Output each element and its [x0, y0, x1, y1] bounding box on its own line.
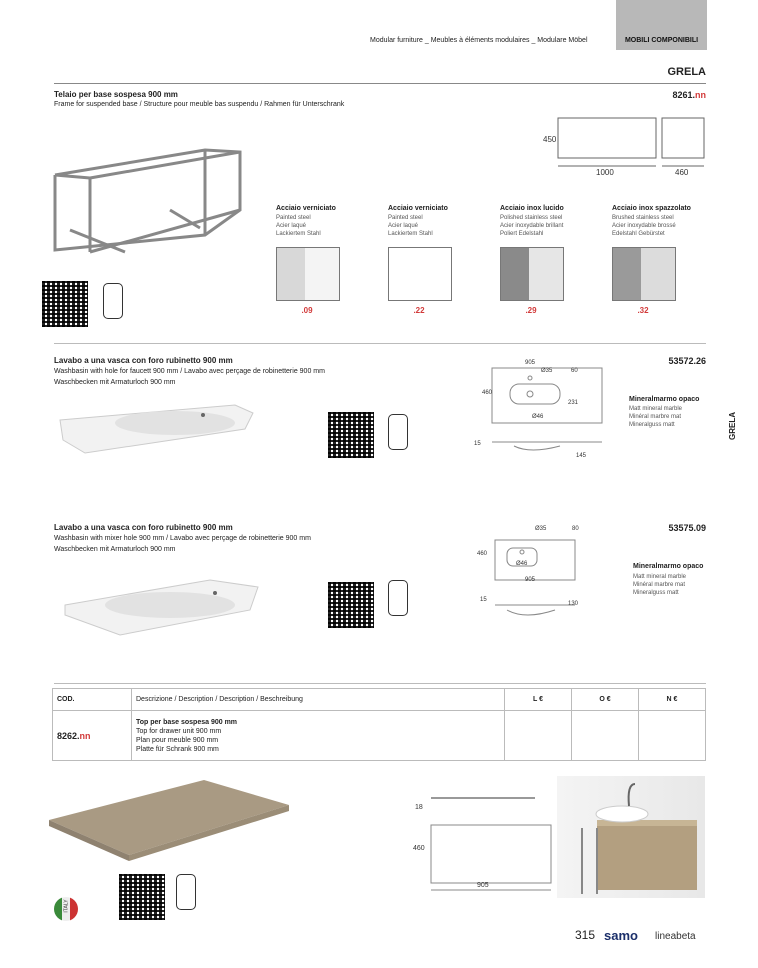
basin2-dim-t: 15 — [480, 597, 487, 603]
section-tab-label: MOBILI COMPONIBILI — [624, 37, 699, 44]
collection-title: GRELA — [667, 66, 706, 78]
qr-code[interactable] — [42, 281, 88, 327]
row-code — [53, 711, 132, 761]
price-n — [639, 711, 706, 761]
basin1-dimension-drawing — [470, 358, 610, 458]
basin2-material: Mineralmarmo opaco — [633, 563, 704, 570]
basin2-m2: Minéral marbre mat — [633, 582, 686, 588]
basin2-title: Lavabo a una vasca con foro rubinetto 900 mm — [54, 523, 233, 532]
finish-l3: Poliert Edelstahl — [500, 231, 544, 237]
section-tab[interactable] — [616, 0, 707, 50]
row-l1: Top for drawer unit 900 mm — [136, 727, 222, 735]
basin1-m1: Matt mineral marble — [629, 406, 683, 412]
finish-swatch[interactable] — [276, 247, 340, 301]
basin1-line1: Washbasin with hole for faucett 900 mm / Lavabo avec perçage de robinetterie 900 mm — [54, 368, 325, 375]
basin2-line2: Waschbecken mit Armaturloch 900 mm — [54, 546, 176, 553]
basin1-title: Lavabo a una vasca con foro rubinetto 900 mm — [54, 356, 233, 365]
finish-l1: Polished stainless steel — [500, 215, 563, 221]
finish-price: .32 — [637, 306, 649, 315]
top-dimension-drawing — [425, 795, 555, 895]
row-title: Top per base sospesa 900 mm — [136, 718, 238, 726]
qr-code[interactable] — [328, 582, 374, 628]
divider — [54, 83, 706, 84]
frame-subtitle: Frame for suspended base / Structure pour meuble bas suspendu / Rahmen für Unterschrank — [54, 101, 345, 108]
basin2-m3: Mineralguss matt — [633, 590, 679, 596]
finish-l3: Edelstahl Gebürstet — [612, 231, 665, 237]
top-dim-t: 18 — [415, 804, 423, 811]
finish-l1: Painted steel — [276, 215, 311, 221]
finish-l2: Acier laqué — [388, 223, 419, 229]
breadcrumb: Modular furniture _ Meubles à éléments modulaires _ Modulare Möbel — [370, 37, 588, 44]
room-photo — [557, 776, 705, 898]
phone-icon — [388, 414, 408, 450]
finish-swatch[interactable] — [500, 247, 564, 301]
finish-l2: Acier laqué — [276, 223, 307, 229]
finish-swatch[interactable] — [612, 247, 676, 301]
basin1-material: Mineralmarmo opaco — [629, 396, 700, 403]
finish-l3: Lackiertem Stahl — [276, 231, 321, 237]
finish-l1: Painted steel — [388, 215, 423, 221]
finish-price: .09 — [301, 306, 313, 315]
brand-logo: samo — [604, 928, 638, 943]
phone-icon — [176, 874, 196, 910]
phone-icon — [388, 580, 408, 616]
col-desc: Descrizione / Description / Description / Beschreibung — [132, 689, 505, 711]
col-o: O € — [572, 689, 639, 711]
col-n: N € — [639, 689, 706, 711]
finish-swatch[interactable] — [388, 247, 452, 301]
frame-code — [672, 90, 706, 100]
basin1-line2: Waschbecken mit Armaturloch 900 mm — [54, 379, 176, 386]
finish-l2: Acier inoxydable brillant — [500, 223, 564, 229]
finish-l2: Acier inoxydable brossé — [612, 223, 676, 229]
frame-dim-h: 450 — [543, 135, 557, 144]
divider — [54, 683, 706, 684]
basin2-illustration — [60, 575, 260, 637]
basin1-code: 53572.26 — [668, 356, 706, 366]
finish-name: Acciaio inox lucido — [500, 205, 564, 212]
basin1-dim-hole: Ø35 — [541, 368, 553, 374]
basin2-dim-off: 80 — [572, 526, 579, 532]
basin1-dim-depth: 231 — [568, 400, 579, 406]
qr-code[interactable] — [328, 412, 374, 458]
basin1-dim-w: 905 — [525, 360, 536, 366]
brand-line: lineabeta — [655, 931, 696, 942]
price-table — [52, 688, 706, 761]
basin2-m1: Matt mineral marble — [633, 574, 687, 580]
basin2-dim-w: 905 — [525, 577, 536, 583]
basin2-dimension-drawing — [485, 530, 595, 625]
price-o — [572, 711, 639, 761]
basin2-dim-hole: Ø35 — [535, 526, 547, 532]
col-l: L € — [505, 689, 572, 711]
qr-code[interactable] — [119, 874, 165, 920]
phone-icon — [103, 283, 123, 319]
table-row — [53, 711, 706, 761]
divider — [54, 343, 706, 344]
basin1-m3: Mineralguss matt — [629, 422, 675, 428]
frame-code-suffix: nn — [695, 90, 706, 100]
basin2-dim-h: 130 — [568, 601, 579, 607]
frame-code-prefix: 8261. — [672, 90, 695, 100]
top-dim-w: 905 — [477, 882, 489, 889]
basin2-code: 53575.09 — [668, 523, 706, 533]
basin2-dim-d: 460 — [477, 551, 488, 557]
finish-name: Acciaio verniciato — [388, 205, 448, 212]
frame-title: Telaio per base sospesa 900 mm — [54, 90, 178, 99]
col-cod: COD. — [53, 689, 132, 711]
frame-dim-w: 1000 — [596, 168, 614, 177]
price-l — [505, 711, 572, 761]
finish-price: .29 — [525, 306, 537, 315]
row-l2: Plan pour meuble 900 mm — [136, 736, 219, 744]
basin1-dim-t: 15 — [474, 441, 481, 447]
basin1-dim-drain: Ø46 — [532, 414, 544, 420]
finish-name: Acciaio inox spazzolato — [612, 205, 691, 212]
row-l3: Platte für Schrank 900 mm — [136, 745, 219, 753]
italy-label: ITALY — [63, 899, 70, 913]
row-code-prefix: 8262. — [57, 730, 80, 741]
italy-badge — [54, 897, 78, 921]
basin1-m2: Minéral marbre mat — [629, 414, 682, 420]
basin1-dim-off: 60 — [571, 368, 578, 374]
basin2-line1: Washbasin with mixer hole 900 mm / Lavabo avec perçage de robinetterie 900 mm — [54, 535, 311, 542]
frame-illustration — [50, 140, 245, 260]
finish-l3: Lackiertem Stahl — [388, 231, 433, 237]
finish-price: .22 — [413, 306, 425, 315]
row-code-suffix: nn — [79, 730, 91, 741]
side-label: GRELA — [728, 412, 737, 440]
top-dim-d: 460 — [413, 845, 425, 852]
page-number: 315 — [575, 928, 596, 942]
frame-dim-d: 460 — [675, 168, 689, 177]
top-illustration — [44, 775, 294, 865]
basin1-dim-h: 145 — [576, 453, 587, 459]
basin1-illustration — [55, 395, 255, 455]
basin1-dim-d: 460 — [482, 390, 493, 396]
finish-l1: Brushed stainless steel — [612, 215, 674, 221]
basin2-dim-drain: Ø46 — [516, 561, 528, 567]
finish-name: Acciaio verniciato — [276, 205, 336, 212]
